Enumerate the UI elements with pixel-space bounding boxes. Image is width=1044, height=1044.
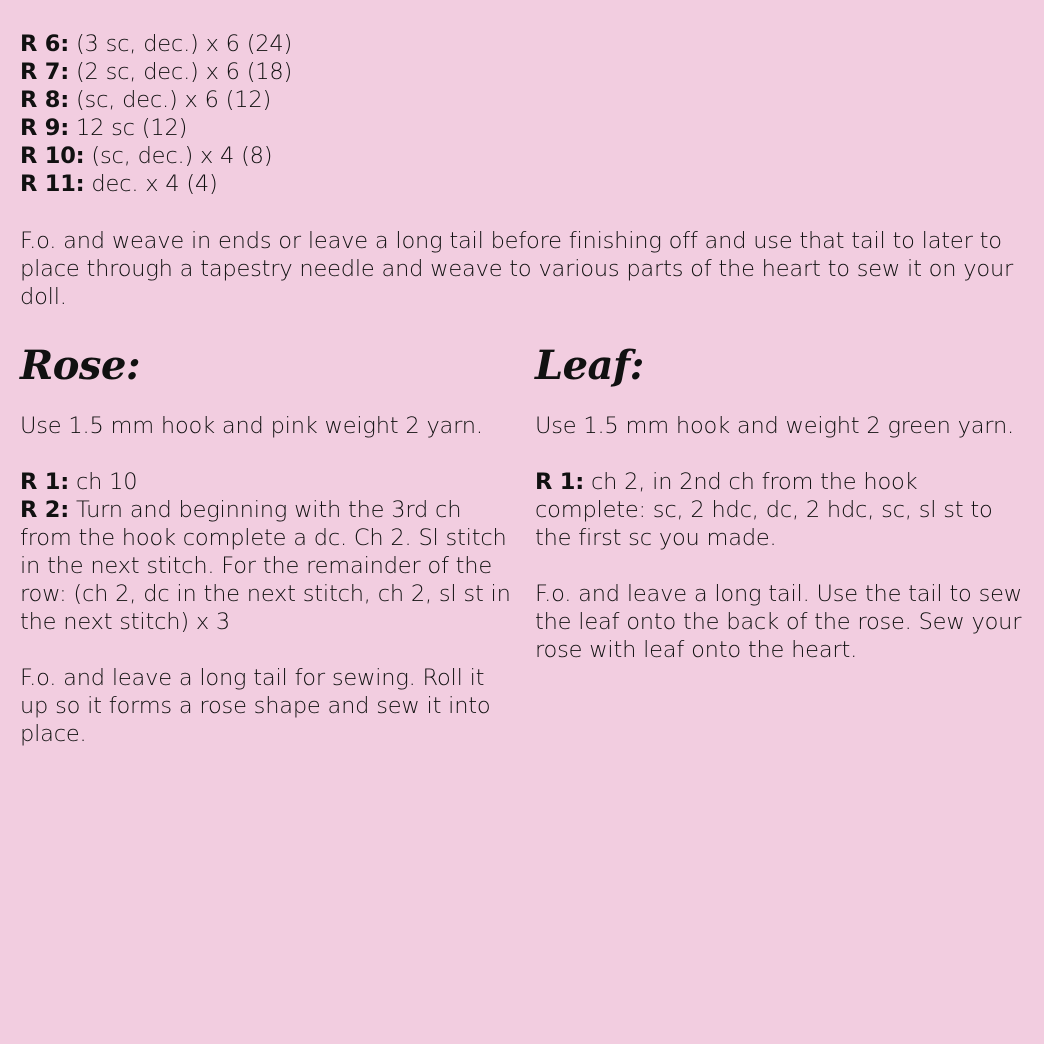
round-text: ch 10 [69,469,138,495]
leaf-rounds [535,468,1024,552]
round-text: dec. x 4 (4) [84,171,218,197]
round-text: Turn and beginning with the 3rd ch from the hook complete a dc. Ch 2. Sl stitch in the next stitch. For the remainder of the row: (ch 2, dc in the next stitch, ch 2, sl st in the next stitch) x 3 [20,497,511,635]
leaf-materials: Use 1.5 mm hook and weight 2 green yarn. [534,413,1014,439]
rose-heading: Rose: [20,342,141,389]
round-text: ch 2, in 2nd ch from the hook complete: sc, 2 hdc, dc, 2 hdc, sc, sl st to the first sc you made. [534,469,993,551]
round-text: 12 sc (12) [69,115,188,141]
round-label: R 1: [534,469,584,495]
round-text: (sc, dec.) x 6 (12) [69,87,272,113]
rose-section [20,343,519,776]
leaf-section [535,343,1024,776]
rose-materials: Use 1.5 mm hook and pink weight 2 yarn. [20,413,483,439]
leaf-heading: Leaf: [534,342,644,389]
two-column-section [20,343,1024,776]
round-text: (sc, dec.) x 4 (8) [84,143,273,169]
round-6 [20,30,1024,58]
round-10 [20,142,1024,170]
round-text: (3 sc, dec.) x 6 (24) [69,31,293,57]
leaf-finish: F.o. and leave a long tail. Use the tail to sew the leaf onto the back of the rose. Sew your rose with leaf onto the heart. [534,581,1022,663]
round-label: R 8: [20,87,70,113]
finishing-instructions: F.o. and weave in ends or leave a long tail before finishing off and use that tail to later to place through a tapestry needle and weave to various parts of the heart to sew it on your doll. [20,228,1014,310]
round-label: R 6: [20,31,70,57]
round-label: R 2: [20,497,70,523]
round-label: R 11: [20,171,85,197]
round-8 [20,86,1024,114]
round-11 [20,170,1024,198]
round-text: (2 sc, dec.) x 6 (18) [69,59,293,85]
round-label: R 10: [20,143,85,169]
round-list [20,30,1024,198]
round-label: R 7: [20,59,70,85]
rose-finish: F.o. and leave a long tail for sewing. Roll it up so it forms a rose shape and sew it into place. [20,665,491,747]
round-9 [20,114,1024,142]
round-label: R 1: [20,469,70,495]
round-label: R 9: [20,115,70,141]
rose-rounds [20,468,519,636]
round-7 [20,58,1024,86]
